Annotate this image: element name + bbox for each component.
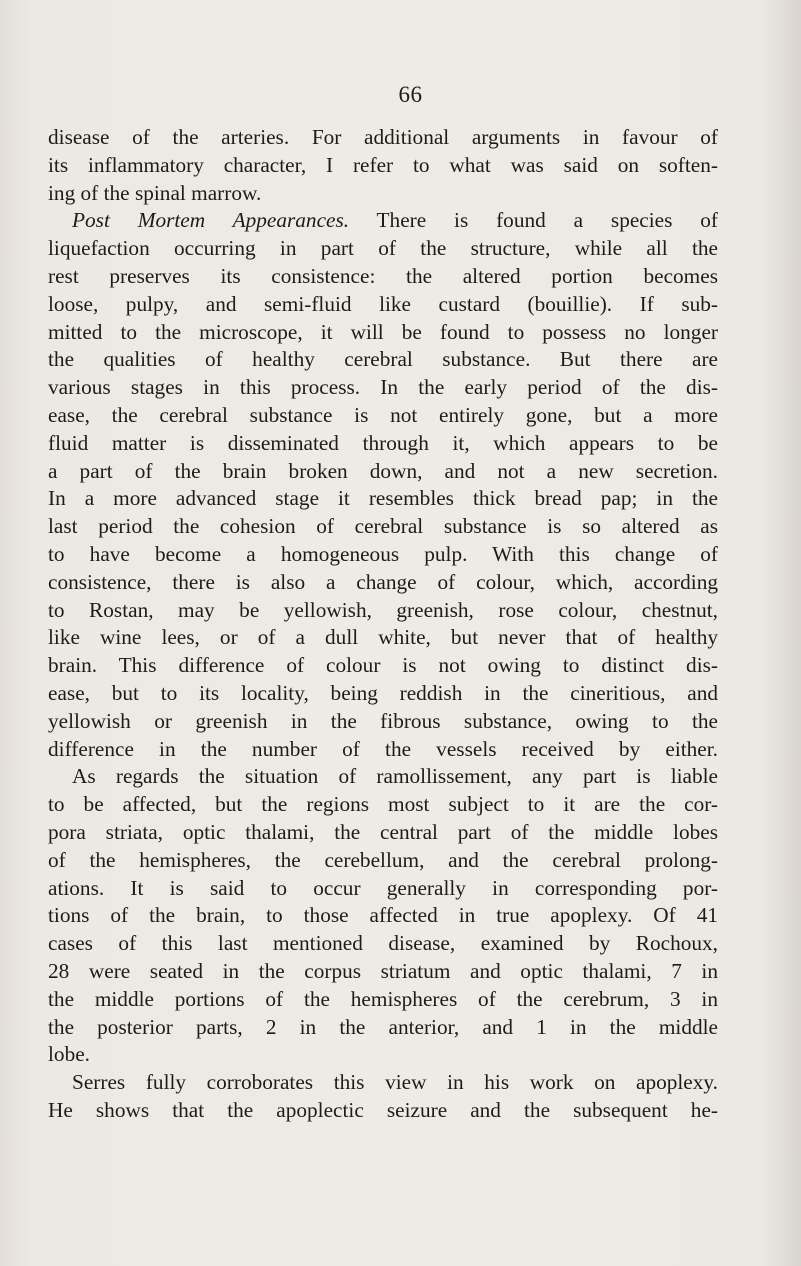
text-line: consistence, there is also a change of colour, which, according <box>48 569 718 594</box>
text-line: cases of this last mentioned disease, examined by Rochoux, <box>48 931 718 956</box>
text-line: lobe. <box>48 1042 90 1067</box>
text-line: a part of the brain broken down, and not a new secretion. <box>48 458 718 483</box>
text-line: loose, pulpy, and semi-fluid like custard (bouillie). If sub- <box>48 291 718 316</box>
text-line: to Rostan, may be yellowish, greenish, rose colour, chestnut, <box>48 597 718 622</box>
text-line: its inflammatory character, I refer to what was said on soften- <box>48 152 718 177</box>
text-line: rest preserves its consistence: the altered portion becomes <box>48 263 718 288</box>
text-fragment: There is found a species of <box>349 208 718 233</box>
page-number: 66 <box>398 82 423 107</box>
text-line: various stages in this process. In the early period of the dis- <box>48 375 718 400</box>
paragraph-2 <box>48 207 718 1069</box>
text-line: tions of the brain, to those affected in true apoplexy. Of 41 <box>48 903 718 928</box>
text-line: ations. It is said to occur generally in corresponding por- <box>48 875 718 900</box>
text-line: the qualities of healthy cerebral substance. But there are <box>48 347 718 372</box>
text-line: fluid matter is disseminated through it, which appears to be <box>48 430 718 455</box>
body-text <box>48 124 718 1125</box>
text-line: 28 were seated in the corpus striatum and optic thalami, 7 in <box>48 958 718 983</box>
text-line: the middle portions of the hemispheres of the cerebrum, 3 in <box>48 986 718 1011</box>
text-line: He shows that the apoplectic seizure and the subsequent he- <box>48 1097 718 1122</box>
text-line: liquefaction occurring in part of the structure, while all the <box>48 236 718 261</box>
text-line: to have become a homogeneous pulp. With this change of <box>48 541 718 566</box>
text-line: ease, but to its locality, being reddish in the cineritious, and <box>48 680 718 705</box>
section-heading: Post Mortem Appearances. <box>72 208 350 233</box>
paragraph-3 <box>48 1069 718 1125</box>
text-line: brain. This difference of colour is not owing to distinct dis- <box>48 653 718 678</box>
text-line: to be affected, but the regions most subject to it are the cor- <box>48 792 718 817</box>
text-line: In a more advanced stage it resembles thick bread pap; in the <box>48 486 718 511</box>
text-line: ing of the spinal marrow. <box>48 180 262 205</box>
text-line: difference in the number of the vessels received by either. <box>48 736 718 761</box>
text-line: As regards the situation of ramollissement, any part is liable <box>72 764 718 789</box>
text-line: Serres fully corroborates this view in his work on apoplexy. <box>72 1070 718 1095</box>
text-line: last period the cohesion of cerebral substance is so altered as <box>48 514 718 539</box>
text-line <box>48 207 718 235</box>
paragraph-1 <box>48 124 718 207</box>
text-line: ease, the cerebral substance is not entirely gone, but a more <box>48 402 718 427</box>
text-line: yellowish or greenish in the fibrous substance, owing to the <box>48 708 718 733</box>
text-line: the posterior parts, 2 in the anterior, and 1 in the middle <box>48 1014 718 1039</box>
text-line: mitted to the microscope, it will be found to possess no longer <box>48 319 718 344</box>
text-line: of the hemispheres, the cerebellum, and the cerebral prolong- <box>48 847 718 872</box>
text-line: pora striata, optic thalami, the central part of the middle lobes <box>48 819 718 844</box>
text-line: disease of the arteries. For additional arguments in favour of <box>48 125 718 149</box>
text-line: like wine lees, or of a dull white, but never that of healthy <box>48 625 718 650</box>
